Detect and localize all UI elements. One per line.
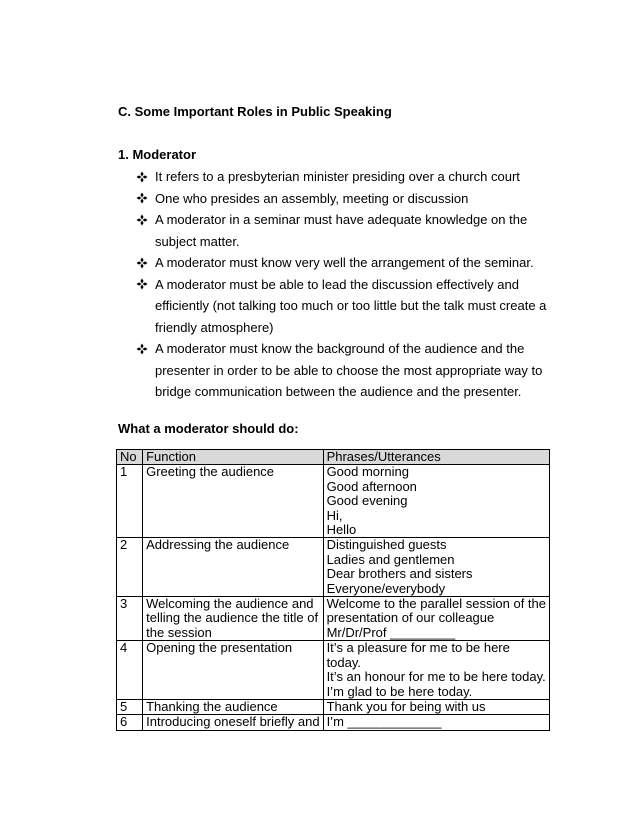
diamond-bullet-icon — [136, 278, 148, 290]
phrase-line: presentation of our colleague — [326, 610, 495, 626]
phrase-line: Good afternoon — [326, 478, 417, 494]
function-line: Opening the presentation — [146, 640, 293, 656]
table-body — [117, 465, 550, 730]
diamond-bullet-icon — [136, 214, 148, 226]
phrase-line: Hello — [326, 522, 357, 538]
cell-function — [143, 715, 323, 730]
bullet-text-line: efficiently (not talking too much or too little but the talk must create a — [155, 298, 547, 313]
phrase-line: I’m glad to be here today. — [326, 683, 473, 699]
cell-no: 6 — [117, 715, 143, 730]
cell-function — [143, 699, 323, 714]
diamond-bullet-icon — [136, 257, 148, 269]
bullet-text-line: One who presides an assembly, meeting or discussion — [155, 190, 469, 206]
table-row — [117, 597, 550, 641]
phrase-line: Hi, — [326, 507, 343, 523]
phrase-line: Mr/Dr/Prof _________ — [326, 624, 456, 640]
phrase-line: It’s a pleasure for me to be here — [326, 640, 510, 656]
phrase-line: Distinguished guests — [326, 537, 447, 553]
phrase-line: Everyone/everybody — [326, 580, 446, 596]
cell-phrases — [323, 538, 549, 597]
bullet-text-line: subject matter. — [155, 233, 240, 249]
phrase-line: Thank you for being with us — [326, 698, 486, 714]
bullet-text-line: A moderator in a seminar must have adequate knowledge on the — [155, 212, 528, 227]
subheading-moderator: 1. Moderator — [118, 147, 197, 162]
function-line: telling the audience the title of — [146, 610, 319, 626]
table-row — [117, 465, 550, 538]
section-title: C. Some Important Roles in Public Speaking — [118, 104, 392, 119]
cell-no: 5 — [117, 699, 143, 714]
what-heading: What a moderator should do: — [118, 421, 299, 436]
phrase-line: Welcome to the parallel session of the — [326, 596, 546, 612]
phrase-line: today. — [326, 654, 362, 670]
cell-function — [143, 597, 323, 641]
table-row — [117, 715, 550, 730]
function-line: Greeting the audience — [146, 464, 275, 480]
header-phrases: Phrases/Utterances — [323, 450, 549, 465]
phrase-line: I’m _____________ — [326, 714, 442, 730]
cell-no: 4 — [117, 641, 143, 700]
phrase-line: Ladies and gentlemen — [326, 551, 455, 567]
header-function: Function — [143, 450, 323, 465]
function-line: Introducing oneself briefly and — [146, 714, 320, 730]
bullet-text-line: A moderator must be able to lead the discussion effectively and — [155, 276, 519, 292]
table-row — [117, 538, 550, 597]
cell-phrases — [323, 699, 549, 714]
bullet-text-line: A moderator must know very well the arrangement of the seminar. — [155, 255, 534, 270]
diamond-bullet-icon — [136, 192, 148, 204]
header-no: No — [117, 450, 143, 465]
bullet-text-line: presenter in order to be able to choose the most appropriate way to — [155, 362, 543, 378]
cell-function — [143, 465, 323, 538]
moderator-table — [116, 449, 550, 731]
cell-function — [143, 538, 323, 597]
function-line: Welcoming the audience and — [146, 596, 314, 612]
cell-no: 3 — [117, 597, 143, 641]
function-line: Addressing the audience — [146, 537, 290, 553]
table-row — [117, 641, 550, 700]
table-row — [117, 699, 550, 714]
function-line: the session — [146, 624, 212, 640]
diamond-bullet-icon — [136, 343, 148, 355]
bullet-text-line: bridge communication between the audience and the presenter. — [155, 384, 522, 399]
phrase-line: Dear brothers and sisters — [326, 566, 473, 582]
bullet-text-line: It refers to a presbyterian minister presiding over a church court — [155, 169, 520, 184]
phrase-line: It’s an honour for me to be here today. — [326, 669, 546, 685]
diamond-bullet-icon — [136, 171, 148, 183]
table-header-row — [117, 450, 550, 465]
bullet-text-line: friendly atmosphere) — [155, 319, 274, 335]
cell-phrases — [323, 465, 549, 538]
cell-no: 2 — [117, 538, 143, 597]
cell-no: 1 — [117, 465, 143, 538]
phrase-line: Good morning — [326, 464, 409, 480]
cell-phrases — [323, 597, 549, 641]
cell-function — [143, 641, 323, 700]
function-line: Thanking the audience — [146, 698, 278, 714]
bullet-text-line: A moderator must know the background of the audience and the — [155, 341, 525, 356]
cell-phrases — [323, 715, 549, 730]
phrase-line: Good evening — [326, 493, 408, 509]
cell-phrases — [323, 641, 549, 700]
